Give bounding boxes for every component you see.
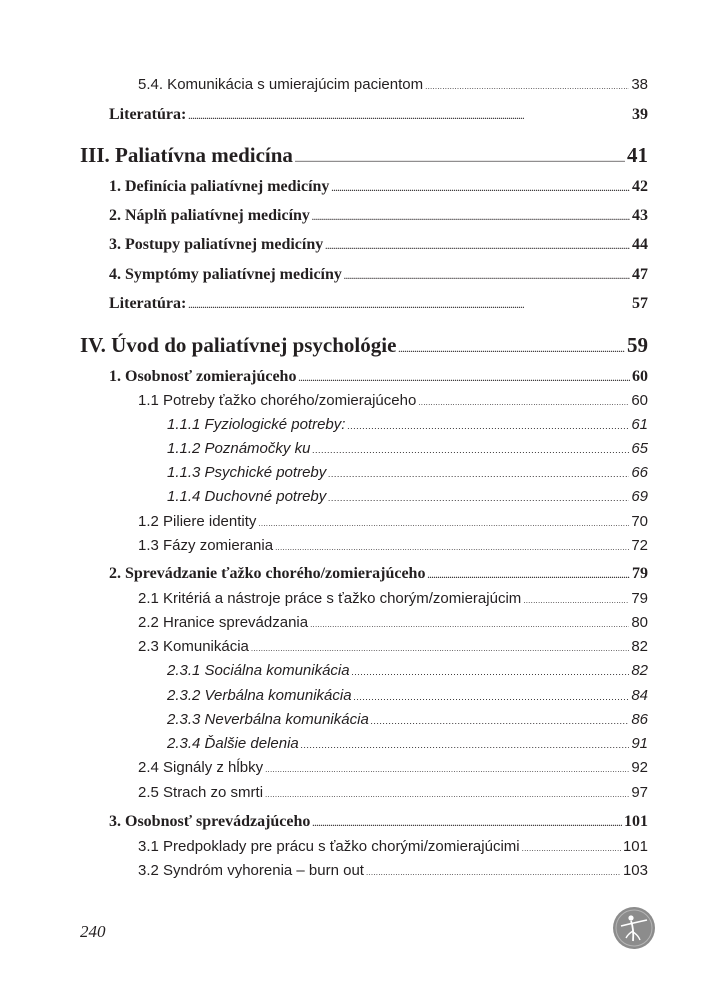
publisher-logo-icon bbox=[613, 907, 655, 949]
toc-entry[interactable] bbox=[138, 614, 648, 631]
toc-leader-dots bbox=[331, 178, 630, 196]
toc-entry-title: 2.3.2 Verbálna komunikácia bbox=[167, 687, 352, 704]
toc-leader-dots bbox=[298, 368, 630, 386]
toc-leader-dots bbox=[344, 266, 630, 284]
toc-leader-dots bbox=[325, 236, 630, 254]
toc-entry[interactable] bbox=[167, 440, 648, 457]
toc-entry-page: 38 bbox=[631, 76, 648, 93]
toc-entry[interactable] bbox=[109, 236, 648, 254]
toc-entry-page: 43 bbox=[632, 207, 648, 224]
toc-entry-title: 3. Osobnosť sprevádzajúceho bbox=[109, 813, 311, 830]
toc-entry[interactable] bbox=[109, 565, 648, 583]
toc-entry-title: 1.3 Fázy zomierania bbox=[138, 537, 274, 554]
toc-entry-page: 82 bbox=[631, 662, 648, 679]
toc-entry-page: 57 bbox=[632, 295, 648, 312]
toc-entry-page: 65 bbox=[631, 440, 648, 457]
toc-entry[interactable] bbox=[109, 266, 648, 284]
toc-entry[interactable] bbox=[167, 416, 648, 433]
toc-leader-dots bbox=[310, 614, 629, 631]
toc-leader-dots bbox=[265, 784, 629, 801]
toc-entry-page: 44 bbox=[632, 236, 648, 253]
toc-entry-title: III. Paliatívna medicína bbox=[80, 143, 293, 167]
toc-entry[interactable] bbox=[138, 838, 648, 855]
toc-entry-page: 41 bbox=[627, 143, 648, 167]
toc-entry[interactable] bbox=[80, 143, 648, 168]
toc-entry[interactable] bbox=[167, 735, 648, 752]
toc-entry-title: 2.3.3 Neverbálna komunikácia bbox=[167, 711, 369, 728]
toc-leader-dots bbox=[425, 76, 629, 93]
toc-entry-page: 39 bbox=[632, 106, 648, 123]
toc-entry-title: 5.4. Komunikácia s umierajúcim pacientom bbox=[138, 76, 424, 93]
toc-entry[interactable] bbox=[138, 537, 648, 554]
toc-leader-dots bbox=[371, 711, 630, 728]
toc-entry-title: Literatúra: bbox=[109, 295, 187, 312]
toc-leader-dots bbox=[265, 759, 629, 776]
toc-entry-page: 97 bbox=[631, 784, 648, 801]
toc-leader-dots bbox=[251, 638, 629, 655]
toc-entry[interactable] bbox=[138, 638, 648, 655]
toc-entry-page: 101 bbox=[624, 813, 648, 830]
toc-leader-dots bbox=[258, 513, 629, 530]
toc-entry-page: 42 bbox=[632, 178, 648, 195]
toc-entry-title: 1. Osobnosť zomierajúceho bbox=[109, 368, 297, 385]
toc-entry-title: 2.4 Signály z hĺbky bbox=[138, 759, 264, 776]
toc-entry[interactable] bbox=[138, 513, 648, 530]
toc-entry-page: 66 bbox=[631, 464, 648, 481]
toc-entry-title: 3. Postupy paliatívnej medicíny bbox=[109, 236, 324, 253]
toc-entry[interactable] bbox=[109, 106, 648, 124]
toc-entry-title: 2.3.1 Sociálna komunikácia bbox=[167, 662, 350, 679]
toc-leader-dots bbox=[328, 488, 629, 505]
toc-entry-title: 2.3.4 Ďalšie delenia bbox=[167, 735, 299, 752]
toc-leader-dots bbox=[328, 464, 629, 481]
toc-leader-dots bbox=[188, 295, 630, 313]
toc-leader-dots bbox=[275, 537, 629, 554]
toc-entry-page: 91 bbox=[631, 735, 648, 752]
toc-entry[interactable] bbox=[109, 207, 648, 225]
toc-entry[interactable] bbox=[138, 784, 648, 801]
toc-entry-page: 60 bbox=[631, 392, 648, 409]
toc-leader-dots bbox=[366, 862, 621, 879]
toc-entry-page: 60 bbox=[632, 368, 648, 385]
page-number: 240 bbox=[80, 922, 106, 941]
toc-leader-dots bbox=[522, 838, 621, 855]
toc-entry-title: 3.1 Predpoklady pre prácu s ťažko chorými/zomierajúcimi bbox=[138, 838, 520, 855]
toc-entry-page: 82 bbox=[631, 638, 648, 655]
toc-leader-dots bbox=[312, 440, 629, 457]
toc-entry-title: 1.1 Potreby ťažko chorého/zomierajúceho bbox=[138, 392, 417, 409]
toc-entry-title: 1.1.3 Psychické potreby bbox=[167, 464, 327, 481]
toc-entry-page: 70 bbox=[631, 513, 648, 530]
toc-leader-dots bbox=[312, 207, 630, 225]
toc-entry[interactable] bbox=[167, 687, 648, 704]
toc-entry-page: 79 bbox=[632, 565, 648, 582]
toc-entry[interactable] bbox=[109, 295, 648, 313]
toc-entry[interactable] bbox=[138, 392, 648, 409]
toc-entry-title: 2.1 Kritériá a nástroje práce s ťažko chorým/zomierajúcim bbox=[138, 590, 522, 607]
toc-entry-title: 2.3 Komunikácia bbox=[138, 638, 249, 655]
toc-entry-title: Literatúra: bbox=[109, 106, 187, 123]
toc-entry-title: IV. Úvod do paliatívnej psychológie bbox=[80, 333, 397, 357]
toc-leader-dots bbox=[301, 735, 630, 752]
toc-entry[interactable] bbox=[167, 464, 648, 481]
toc-entry-page: 72 bbox=[631, 537, 648, 554]
toc-entry[interactable] bbox=[167, 488, 648, 505]
toc-entry-page: 101 bbox=[622, 838, 648, 855]
toc-entry-page: 61 bbox=[631, 416, 648, 433]
toc-entry-title: 1.1.2 Poznámočky ku bbox=[167, 440, 311, 457]
toc-entry[interactable] bbox=[109, 813, 648, 831]
toc-entry-title: 1.1.1 Fyziologické potreby: bbox=[167, 416, 346, 433]
toc-leader-dots bbox=[398, 333, 625, 358]
toc-entry-page: 80 bbox=[631, 614, 648, 631]
toc-entry-page: 86 bbox=[631, 711, 648, 728]
toc-entry[interactable] bbox=[80, 333, 648, 358]
toc-entry-title: 1.1.4 Duchovné potreby bbox=[167, 488, 327, 505]
toc-entry[interactable] bbox=[167, 711, 648, 728]
toc-entry-page: 59 bbox=[627, 333, 648, 357]
toc-entry-title: 2. Náplň paliatívnej medicíny bbox=[109, 207, 310, 224]
toc-entry-page: 79 bbox=[631, 590, 648, 607]
toc-leader-dots bbox=[295, 143, 625, 168]
toc-entry-title: 2.2 Hranice sprevádzania bbox=[138, 614, 309, 631]
toc-entry-title: 1.2 Piliere identity bbox=[138, 513, 257, 530]
toc-entry[interactable] bbox=[138, 862, 648, 879]
toc-entry-title: 1. Definícia paliatívnej medicíny bbox=[109, 178, 330, 195]
toc-leader-dots bbox=[418, 392, 629, 409]
toc-leader-dots bbox=[312, 813, 622, 831]
toc-entry-title: 3.2 Syndróm vyhorenia – burn out bbox=[138, 862, 364, 879]
toc-leader-dots bbox=[347, 416, 629, 433]
toc-entry[interactable] bbox=[109, 178, 648, 196]
toc-entry[interactable] bbox=[138, 590, 648, 607]
toc-entry-title: 2.5 Strach zo smrti bbox=[138, 784, 264, 801]
toc-entry[interactable] bbox=[167, 662, 648, 679]
toc-entry-page: 47 bbox=[632, 266, 648, 283]
toc-entry[interactable] bbox=[138, 759, 648, 776]
toc-leader-dots bbox=[523, 590, 629, 607]
toc-entry-page: 92 bbox=[631, 759, 648, 776]
toc-leader-dots bbox=[354, 687, 630, 704]
toc-leader-dots bbox=[427, 565, 630, 583]
toc-entry-page: 84 bbox=[631, 687, 648, 704]
toc-entry-page: 69 bbox=[631, 488, 648, 505]
toc-leader-dots bbox=[352, 662, 630, 679]
toc-entry[interactable] bbox=[138, 76, 648, 93]
toc-entry-title: 2. Sprevádzanie ťažko chorého/zomierajúceho bbox=[109, 565, 426, 582]
toc-entry-page: 103 bbox=[622, 862, 648, 879]
toc-leader-dots bbox=[188, 106, 630, 124]
toc-entry[interactable] bbox=[109, 368, 648, 386]
toc-entry-title: 4. Symptómy paliatívnej medicíny bbox=[109, 266, 342, 283]
